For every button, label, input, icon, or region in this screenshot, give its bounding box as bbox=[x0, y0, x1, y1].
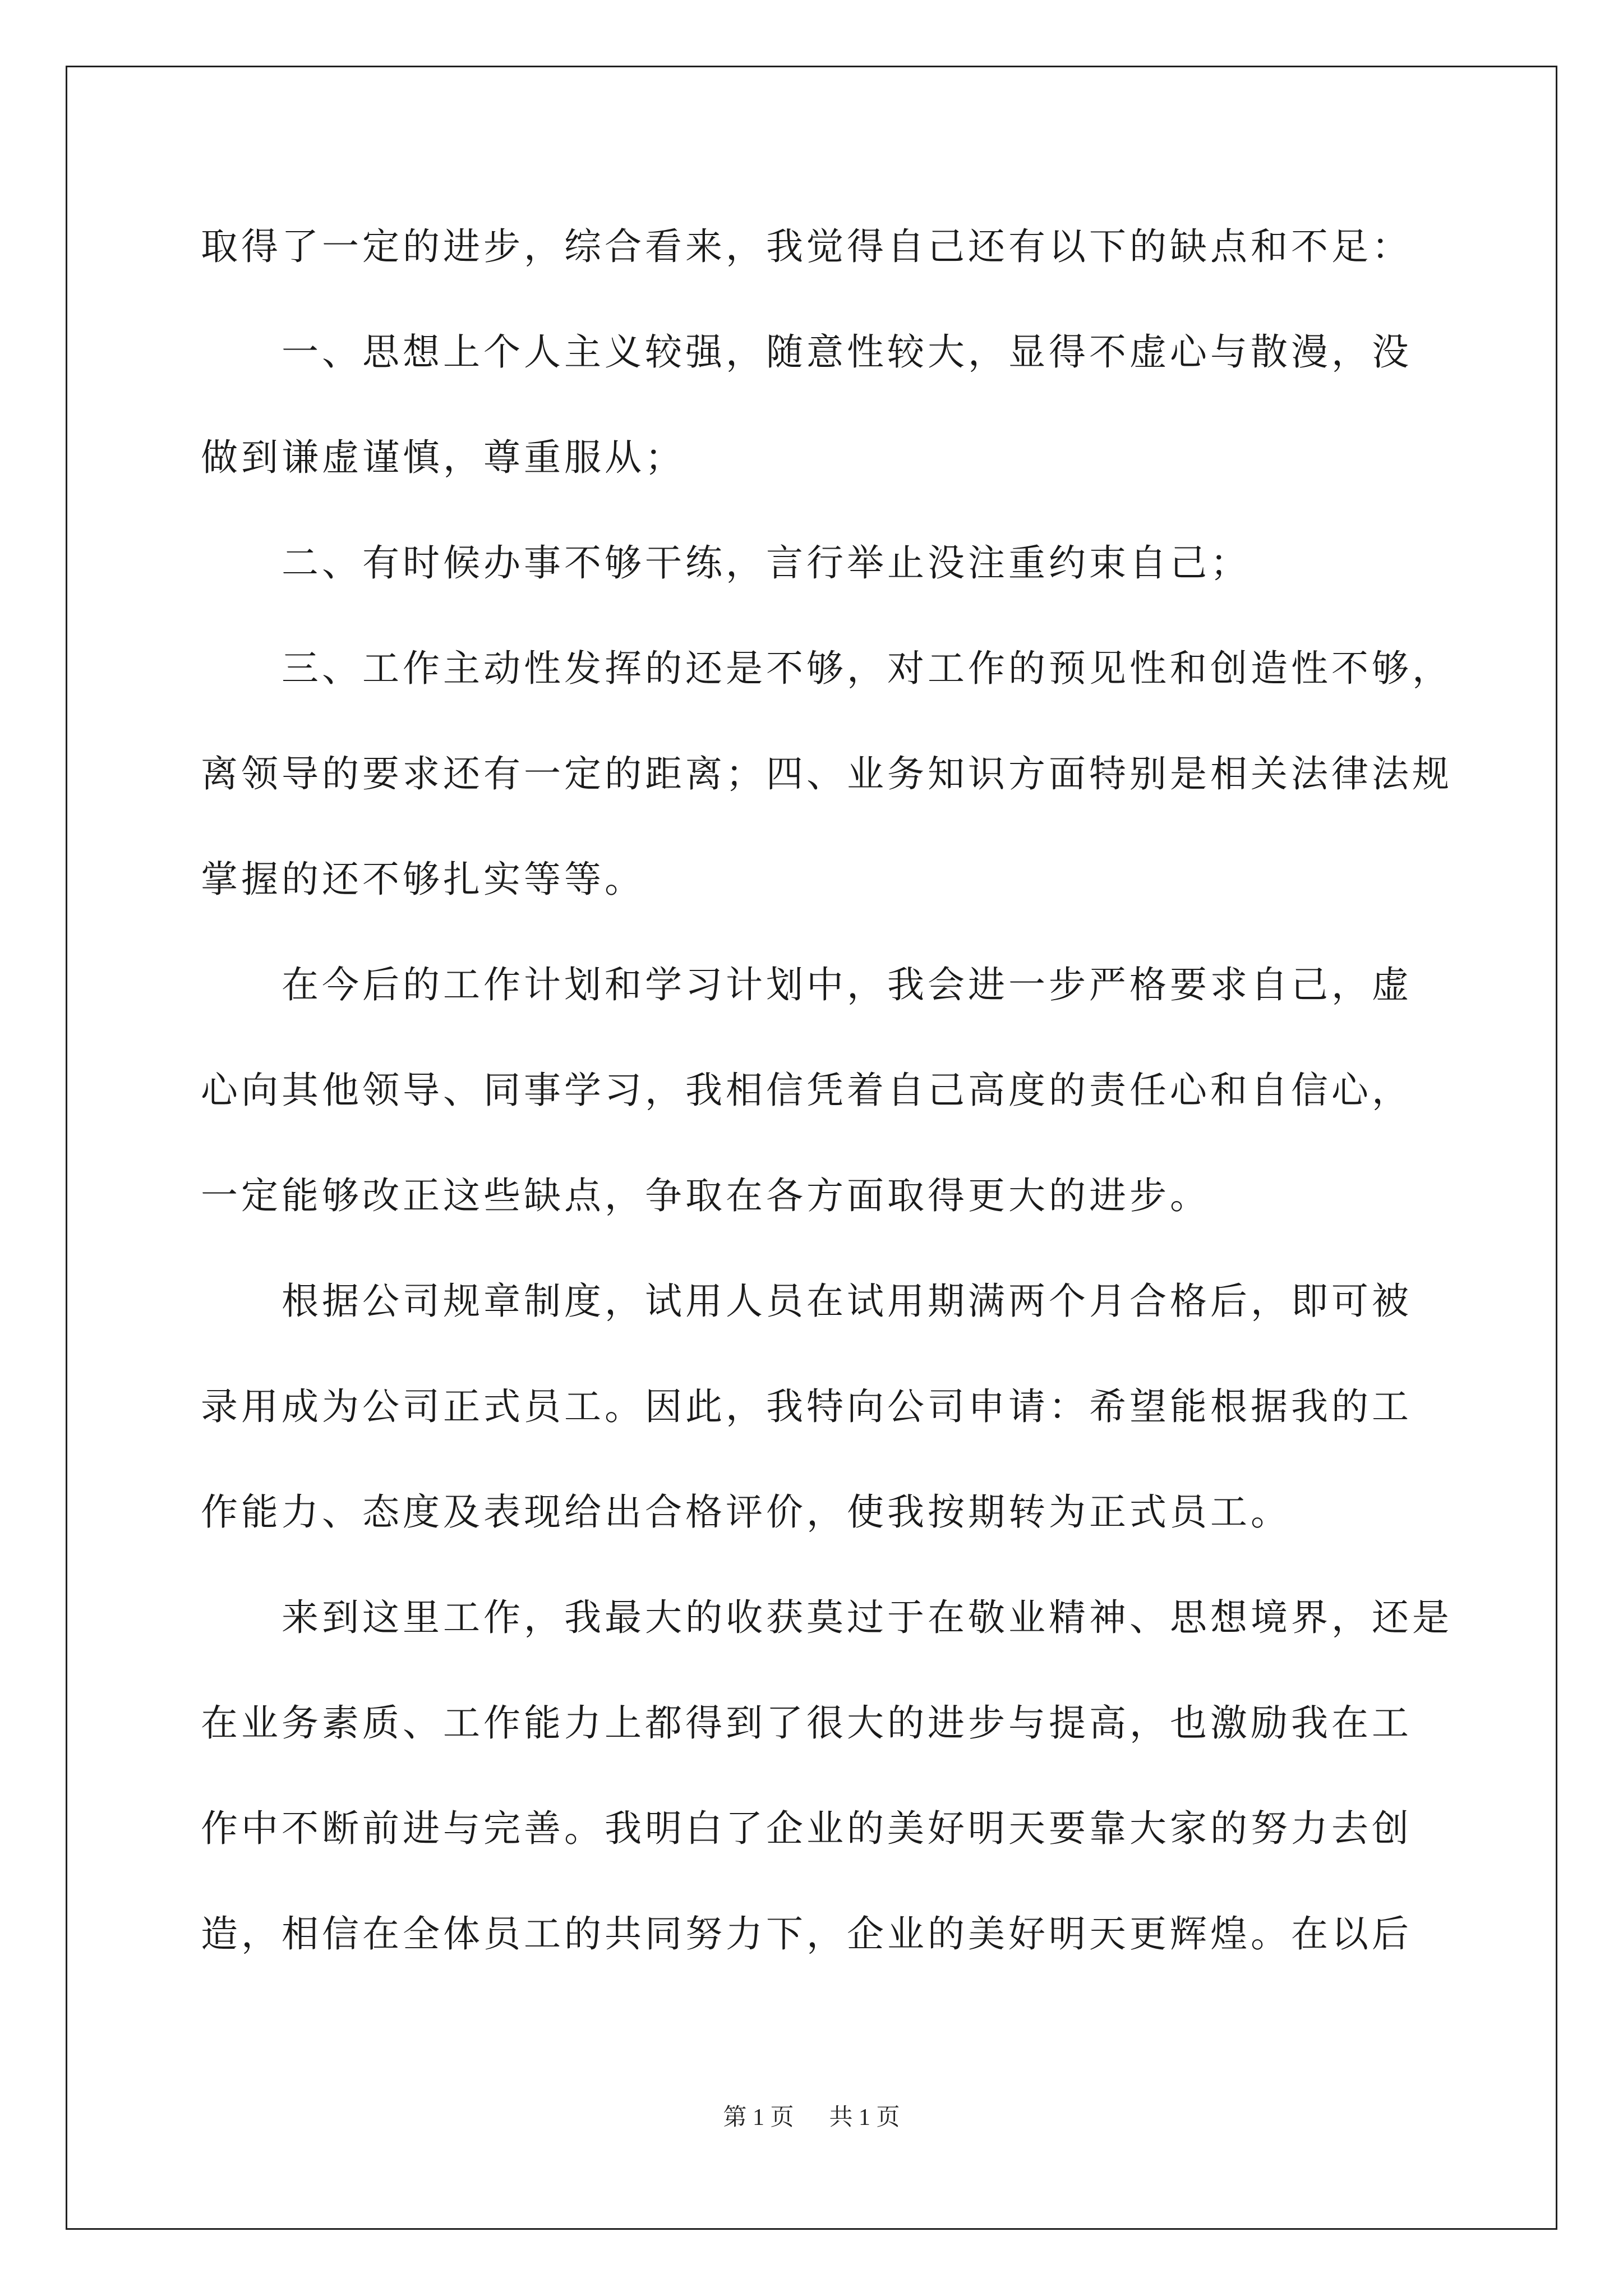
text-line: 取得了一定的进步，综合看来，我觉得自己还有以下的缺点和不足： bbox=[201, 225, 1412, 268]
text-line: 一、思想上个人主义较强，随意性较大，显得不虚心与散漫，没 bbox=[282, 330, 1412, 374]
text-line: 做到谦虚谨慎，尊重服从； bbox=[201, 436, 685, 479]
text-line: 在业务素质、工作能力上都得到了很大的进步与提高，也激励我在工 bbox=[201, 1701, 1412, 1745]
text-line: 三、工作主动性发挥的还是不够，对工作的预见性和创造性不够， bbox=[282, 647, 1453, 690]
text-line: 掌握的还不够扎实等等。 bbox=[201, 858, 645, 901]
text-line: 录用成为公司正式员工。因此，我特向公司申请：希望能根据我的工 bbox=[201, 1385, 1412, 1428]
page-number: 第 1 页 bbox=[723, 2105, 794, 2131]
text-line: 离领导的要求还有一定的距离；四、业务知识方面特别是相关法律法规 bbox=[201, 752, 1453, 795]
text-line: 在今后的工作计划和学习计划中，我会进一步严格要求自己，虚 bbox=[282, 963, 1412, 1006]
text-line: 作能力、态度及表现给出合格评价，使我按期转为正式员工。 bbox=[201, 1490, 1291, 1534]
page-footer bbox=[0, 2101, 1623, 2134]
text-line: 根据公司规章制度，试用人员在试用期满两个月合格后，即可被 bbox=[282, 1280, 1412, 1323]
page-total: 共 1 页 bbox=[829, 2105, 900, 2131]
text-line: 来到这里工作，我最大的收获莫过于在敬业精神、思想境界，还是 bbox=[282, 1596, 1453, 1639]
text-line: 心向其他领导、同事学习，我相信凭着自己高度的责任心和自信心， bbox=[201, 1069, 1412, 1112]
text-line: 作中不断前进与完善。我明白了企业的美好明天要靠大家的努力去创 bbox=[201, 1807, 1412, 1850]
text-line: 一定能够改正这些缺点，争取在各方面取得更大的进步。 bbox=[201, 1174, 1210, 1217]
text-line: 造，相信在全体员工的共同努力下，企业的美好明天更辉煌。在以后 bbox=[201, 1912, 1412, 1955]
text-line: 二、有时候办事不够干练，言行举止没注重约束自己； bbox=[282, 541, 1251, 585]
